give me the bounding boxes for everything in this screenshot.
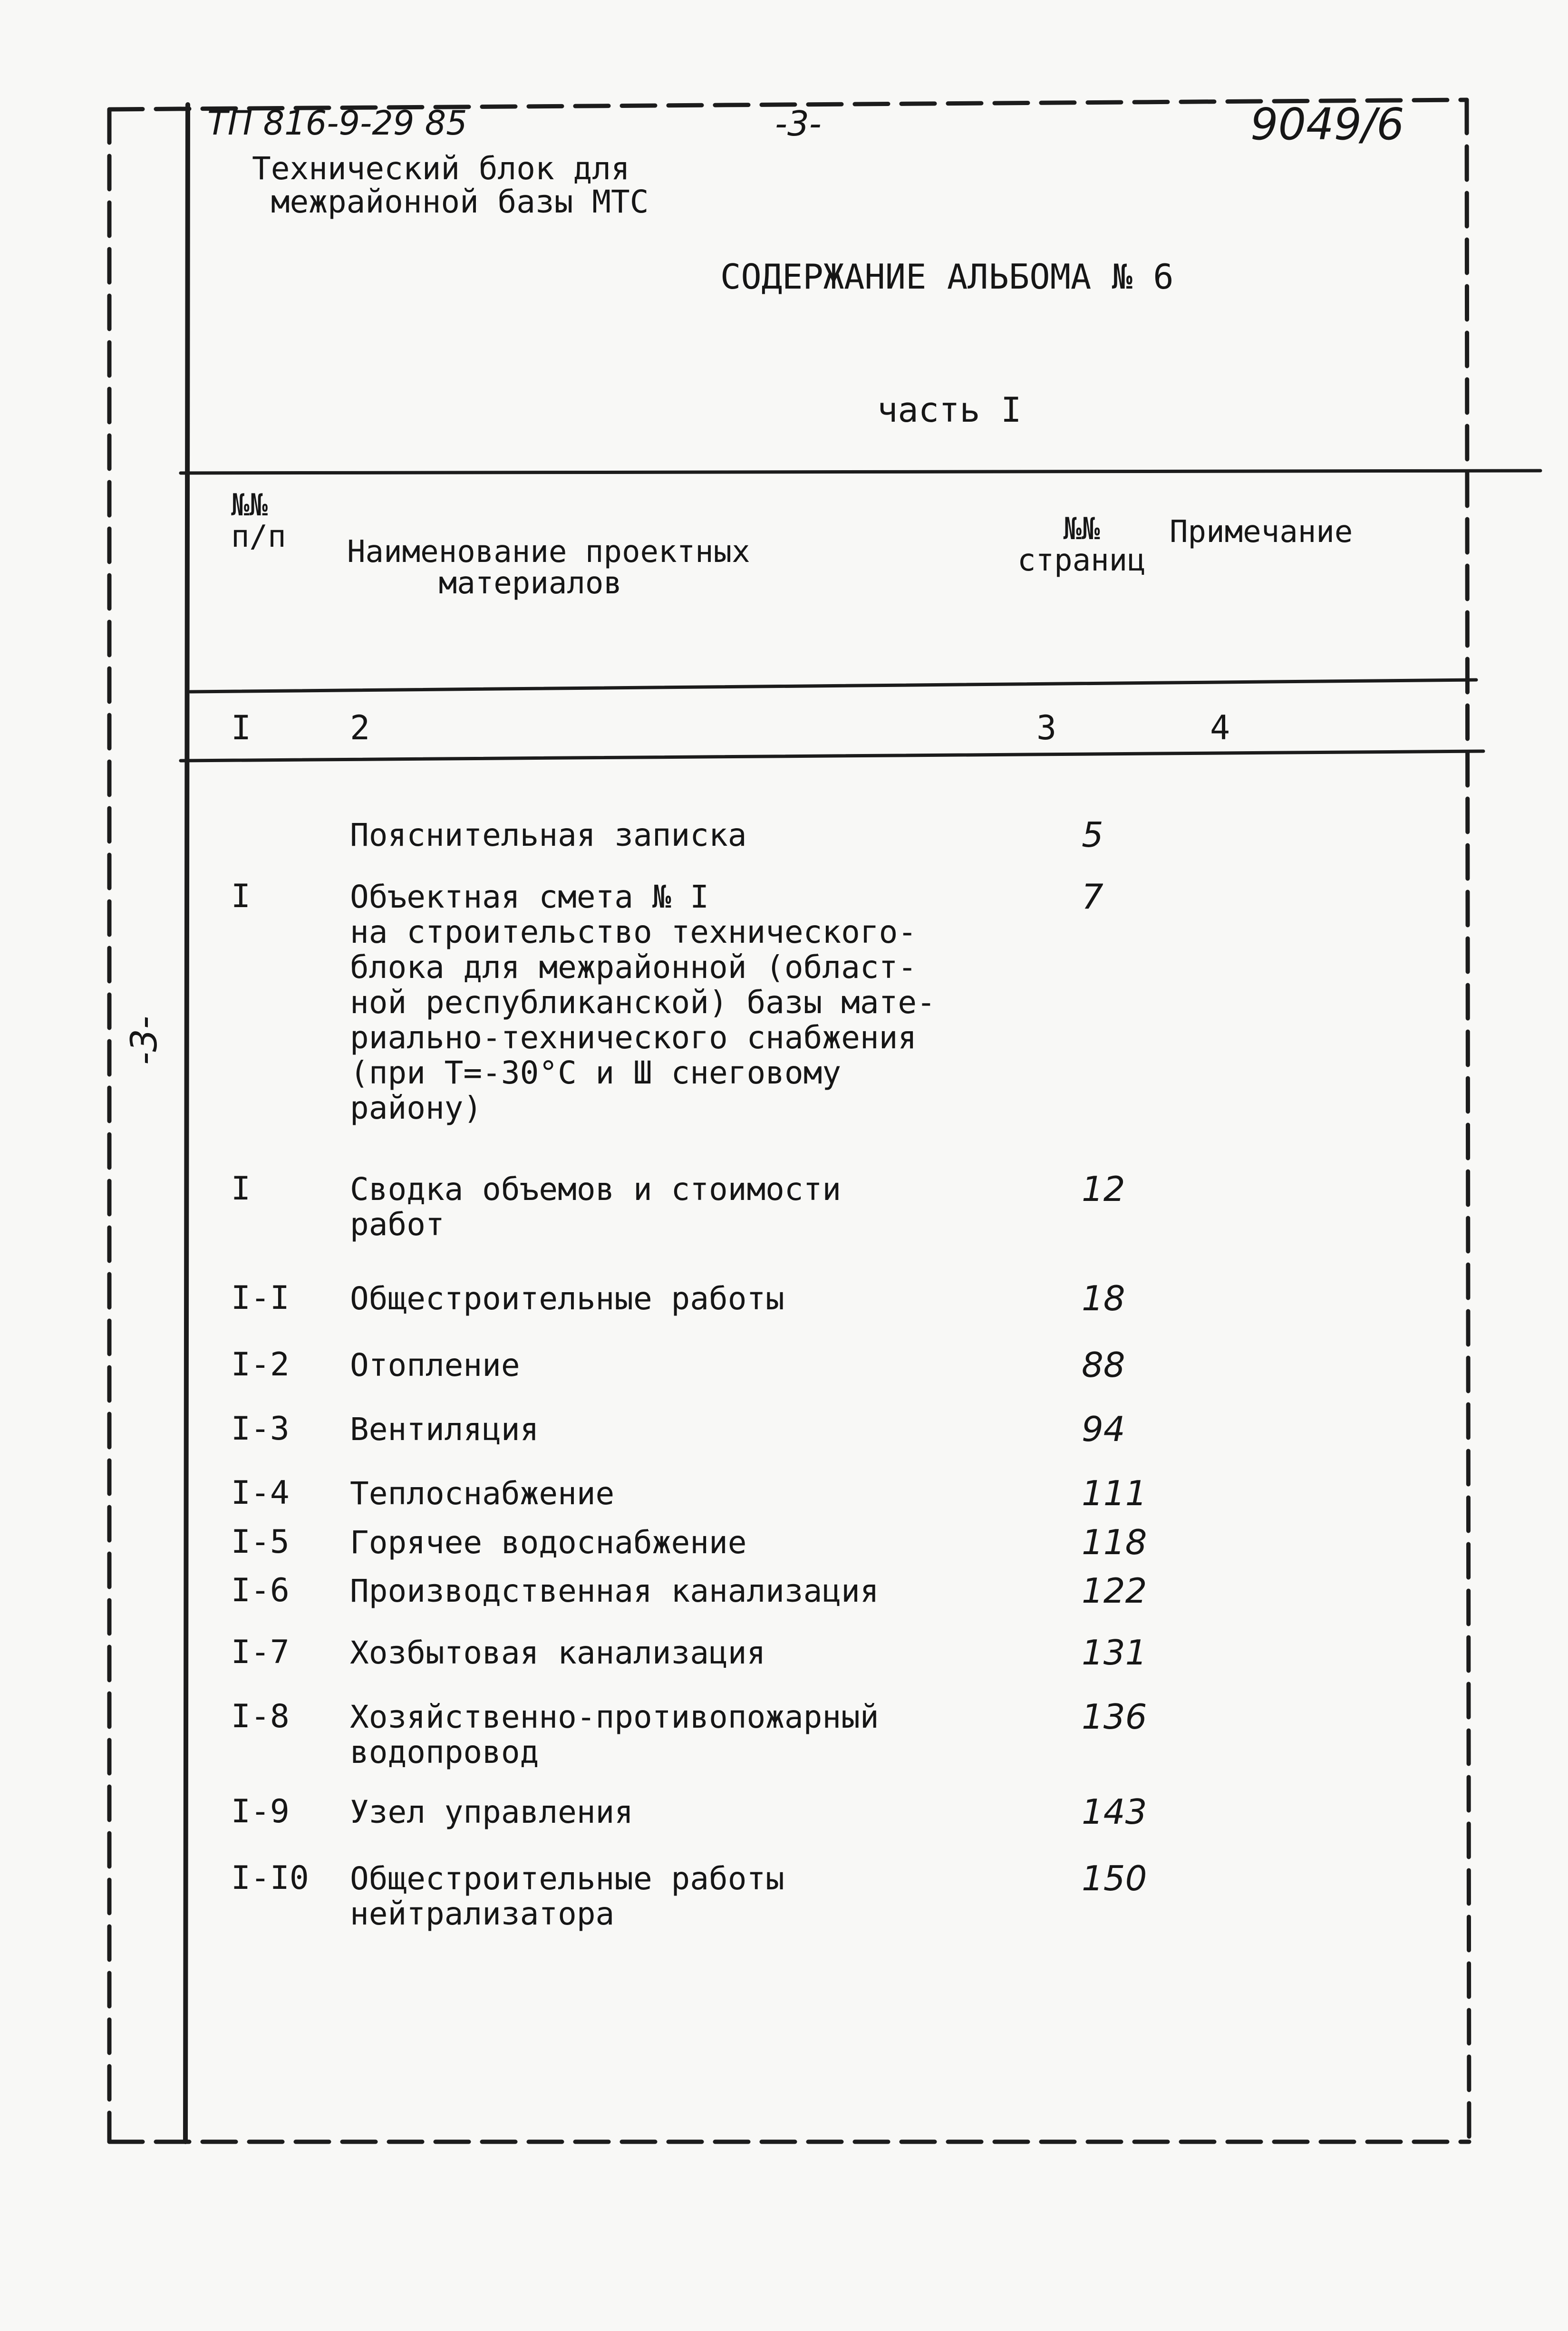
row-name: Объектная смета № I на строительство технического- блока для межрайонной (област- ной республиканской) базы мате- риально-технического снабжения (при Т=-30°С и Ш снеговому району) [350,879,936,1126]
row-page-number: 136 [1082,1697,1147,1737]
row-name: Теплоснабжение [350,1475,615,1512]
row-page-number: 94 [1082,1409,1125,1449]
header-pages: №№ страниц [1017,512,1146,578]
row-code: I [231,1170,251,1208]
row-code: I-I [231,1279,290,1317]
row-code: I [231,878,251,915]
row-code: I-8 [231,1698,290,1735]
column-number-4: 4 [1210,708,1230,747]
row-code: I-3 [231,1410,290,1448]
page-marker: -3- [775,104,822,144]
row-page-number: 18 [1082,1278,1125,1318]
row-name: Сводка объемов и стоимости работ [350,1171,842,1243]
row-name: Отопление [350,1347,520,1383]
row-page-number: 111 [1082,1473,1147,1513]
part-label: часть I [877,390,1022,430]
row-page-number: 7 [1082,877,1103,917]
row-name: Общестроительные работы нейтрализатора [350,1860,784,1932]
row-name: Общестроительные работы [350,1280,784,1317]
subject-text: Технический блок для межрайонной базы МТС [252,150,649,220]
row-code: I-6 [231,1572,290,1609]
header-number: №№ п/п [231,488,286,554]
row-code: I-4 [231,1474,290,1512]
column-number-2: 2 [350,708,370,747]
row-page-number: 12 [1082,1169,1125,1209]
row-page-number: 150 [1082,1858,1147,1898]
row-page-number: 143 [1082,1792,1147,1832]
row-code: I-2 [231,1346,290,1383]
row-code: I-I0 [231,1859,309,1897]
document-number: 9049/6 [1250,99,1404,150]
column-number-3: 3 [1036,708,1057,747]
side-page-marker: -3- [123,1016,165,1065]
row-name: Производственная канализация [350,1573,879,1609]
row-code: I-5 [231,1523,290,1561]
row-name: Хозяйственно-противопожарный водопровод [350,1699,879,1770]
row-page-number: 118 [1082,1522,1147,1562]
row-code: I-7 [231,1634,290,1671]
row-page-number: 131 [1082,1633,1147,1673]
column-number-1: I [231,708,252,747]
row-name: Узел управления [350,1794,634,1830]
project-code: ТП 816-9-29 85 [207,104,467,143]
row-name: Хозбытовая канализация [350,1635,766,1671]
row-name: Вентиляция [350,1411,539,1448]
album-title: СОДЕРЖАНИЕ АЛЬБОМА № 6 [720,257,1174,297]
row-page-number: 88 [1082,1345,1125,1385]
row-page-number: 122 [1082,1571,1147,1611]
header-note: Примечание [1170,514,1353,550]
row-code: I-9 [231,1793,290,1830]
row-name: Горячее водоснабжение [350,1524,747,1561]
header-name: Наименование проектных материалов [347,534,750,601]
row-page-number: 5 [1082,815,1103,855]
row-name: Пояснительная записка [350,817,747,853]
